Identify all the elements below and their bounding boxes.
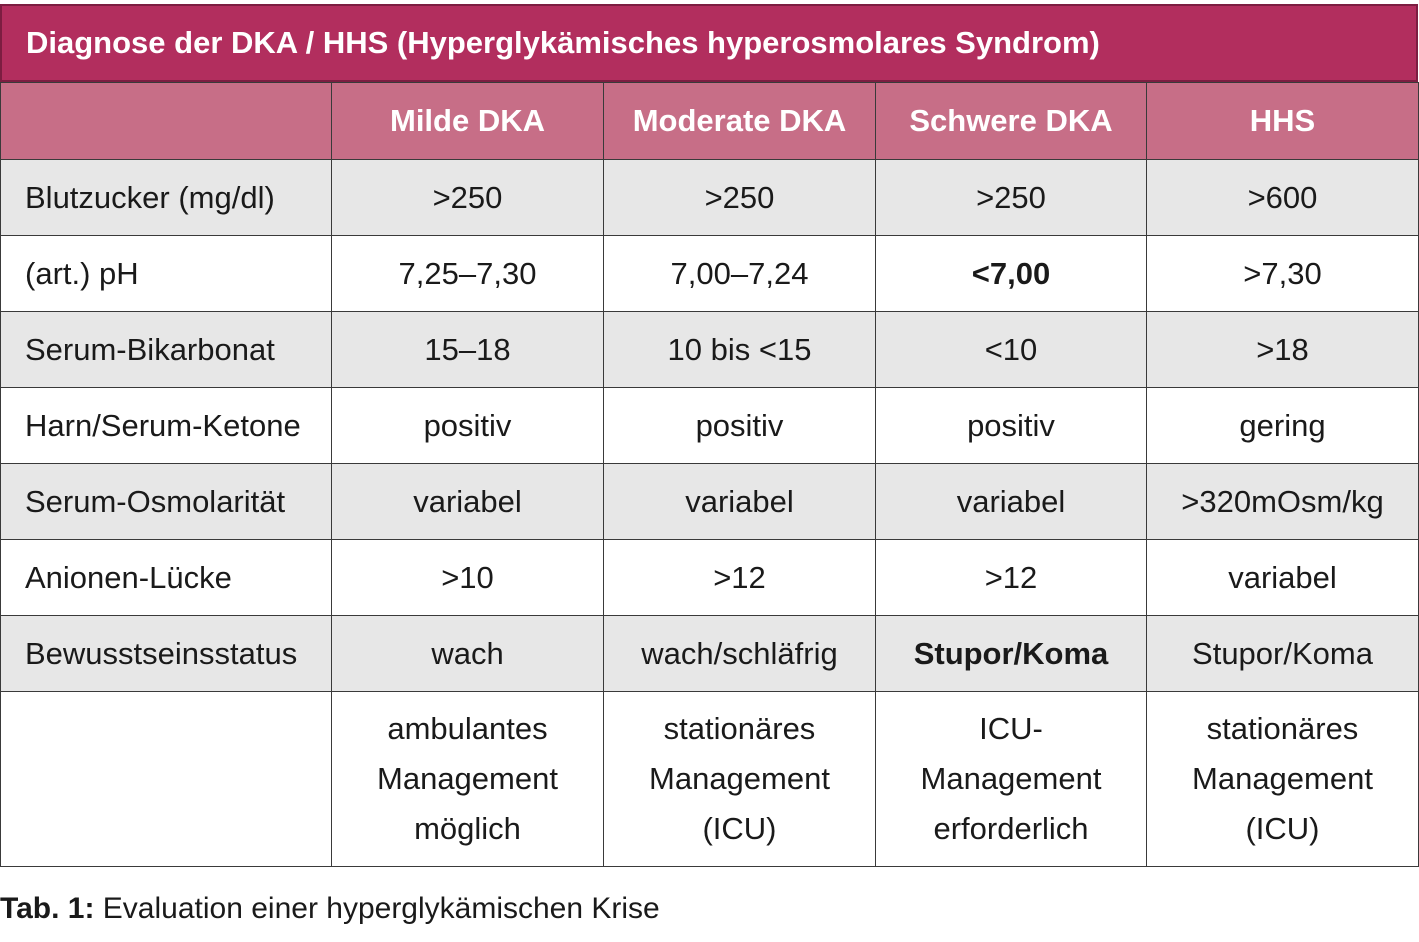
table-cell: 7,00–7,24 (604, 236, 876, 312)
management-line: (ICU) (1245, 811, 1320, 846)
table-cell: positiv (876, 388, 1147, 464)
table-cell: >250 (332, 160, 604, 236)
table-row (1, 312, 1419, 388)
table-cell: >600 (1147, 160, 1419, 236)
header-mild-dka: Milde DKA (332, 83, 604, 160)
header-cell-empty (1, 83, 332, 160)
table-cell: >7,30 (1147, 236, 1419, 312)
table-cell: wach/schläfrig (604, 616, 876, 692)
table-cell: Stupor/Koma (1147, 616, 1419, 692)
table-caption (0, 892, 660, 926)
table-cell: variabel (876, 464, 1147, 540)
table-row (1, 540, 1419, 616)
table-title: Diagnose der DKA / HHS (Hyperglykämisches hyperosmolares Syndrom) (0, 4, 1418, 82)
table-row (1, 616, 1419, 692)
management-line: Management (377, 761, 558, 796)
row-label: Bewusstseinsstatus (1, 616, 332, 692)
management-line: stationäres (663, 711, 816, 746)
management-line: Management (1192, 761, 1373, 796)
table-cell: variabel (1147, 540, 1419, 616)
table-cell-emphasized: <7,00 (876, 236, 1147, 312)
table-cell: positiv (604, 388, 876, 464)
management-line: Management (649, 761, 830, 796)
row-label: Blutzucker (mg/dl) (1, 160, 332, 236)
table-cell: >10 (332, 540, 604, 616)
table-cell: 7,25–7,30 (332, 236, 604, 312)
row-label: Anionen-Lücke (1, 540, 332, 616)
header-moderate-dka: Moderate DKA (604, 83, 876, 160)
diagnosis-table-container (0, 4, 1418, 867)
table-row (1, 160, 1419, 236)
management-cell-hhs (1147, 692, 1419, 867)
table-cell: >250 (604, 160, 876, 236)
management-line: Management (920, 761, 1102, 796)
table-cell: <10 (876, 312, 1147, 388)
diagnosis-table (0, 82, 1419, 867)
table-cell: >12 (604, 540, 876, 616)
table-cell: >320mOsm/kg (1147, 464, 1419, 540)
table-cell: 10 bis <15 (604, 312, 876, 388)
table-row (1, 464, 1419, 540)
management-line: ICU- (979, 711, 1043, 746)
table-cell: positiv (332, 388, 604, 464)
management-cell-severe (876, 692, 1147, 867)
management-row (1, 692, 1419, 867)
row-label-empty (1, 692, 332, 867)
caption-label: Tab. 1: (0, 892, 95, 925)
row-label: (art.) pH (1, 236, 332, 312)
header-severe-dka: Schwere DKA (876, 83, 1147, 160)
table-cell: 15–18 (332, 312, 604, 388)
header-row (1, 83, 1419, 160)
management-cell-mild (332, 692, 604, 867)
row-label: Serum-Bikarbonat (1, 312, 332, 388)
row-label: Harn/Serum-Ketone (1, 388, 332, 464)
management-line: möglich (414, 811, 521, 846)
table-cell: variabel (332, 464, 604, 540)
table-row (1, 388, 1419, 464)
table-cell: >18 (1147, 312, 1419, 388)
management-line: (ICU) (702, 811, 777, 846)
caption-text: Evaluation einer hyperglykämischen Krise (94, 892, 660, 925)
management-line: stationäres (1206, 711, 1359, 746)
table-cell: variabel (604, 464, 876, 540)
table-cell-emphasized: Stupor/Koma (876, 616, 1147, 692)
management-line: ambulantes (387, 711, 548, 746)
table-cell: >12 (876, 540, 1147, 616)
header-hhs: HHS (1147, 83, 1419, 160)
table-cell: gering (1147, 388, 1419, 464)
table-cell: wach (332, 616, 604, 692)
row-label: Serum-Osmolarität (1, 464, 332, 540)
management-cell-moderate (604, 692, 876, 867)
table-row (1, 236, 1419, 312)
management-line: erforderlich (933, 811, 1089, 846)
table-cell: >250 (876, 160, 1147, 236)
